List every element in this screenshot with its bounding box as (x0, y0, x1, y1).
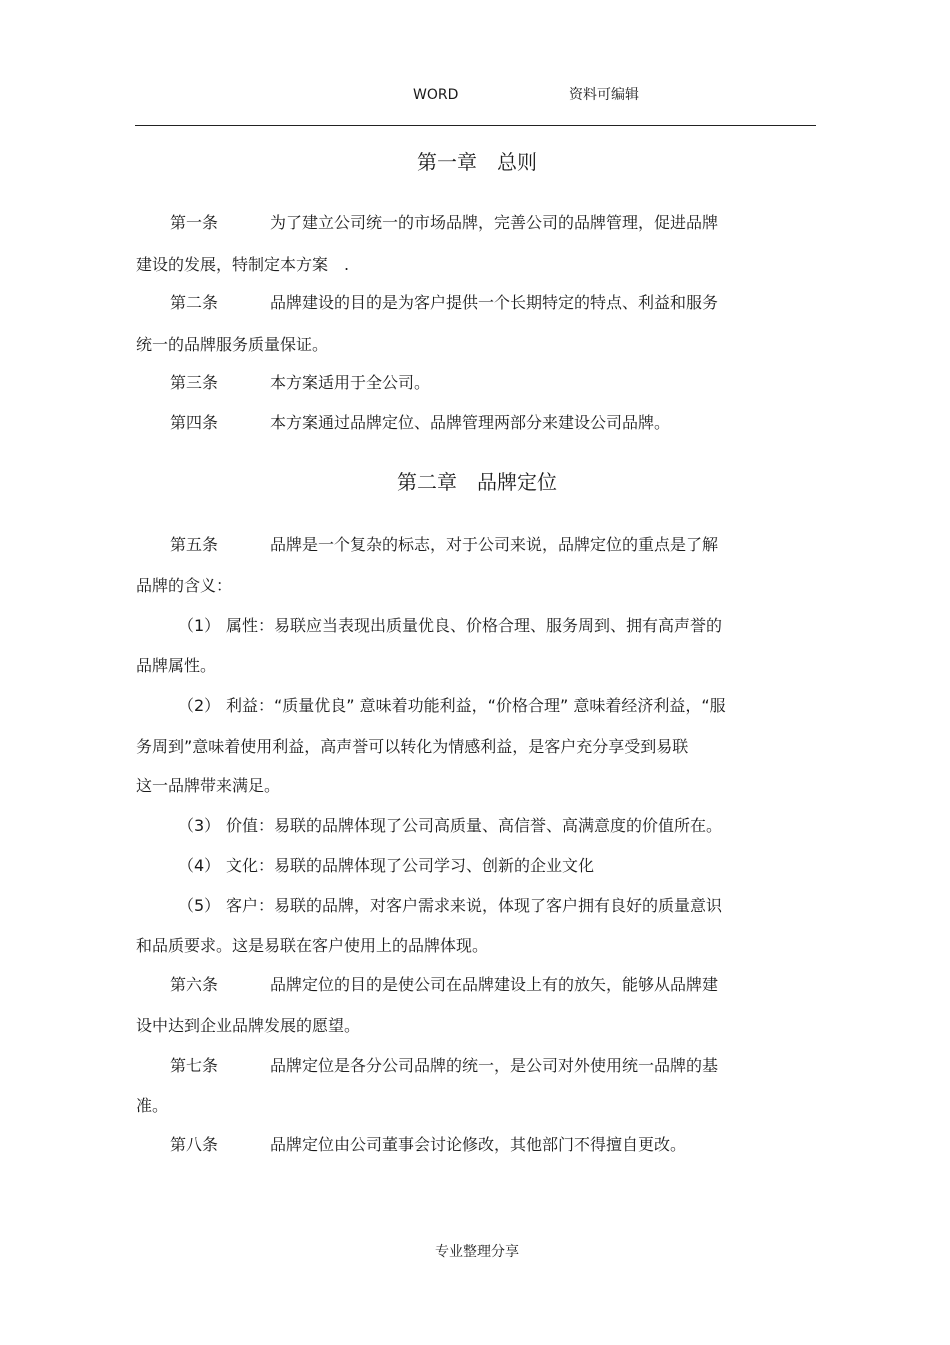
item-2-number: （2） (178, 696, 221, 715)
page-footer: 专业整理分享 (435, 1244, 519, 1260)
article-5-label: 第五条 (170, 535, 219, 554)
article-7-text-line1: 品牌定位是各分公司品牌的统一，是公司对外使用统一品牌的基 (270, 1056, 719, 1075)
header-editable-label: 资料可编辑 (569, 87, 639, 103)
article-1-label: 第一条 (170, 213, 219, 232)
article-3-text-line1: 本方案适用于全公司。 (270, 373, 431, 392)
article-1-text-line2: 建设的发展，特制定本方案 . (136, 255, 350, 274)
item-2-text-line2: 务周到”意味着使用利益，高声誉可以转化为情感利益，是客户充分享受到易联 (136, 737, 689, 756)
article-4-text-line1: 本方案通过品牌定位、品牌管理两部分来建设公司品牌。 (270, 413, 671, 432)
article-6-label: 第六条 (170, 975, 219, 994)
article-8-label: 第八条 (170, 1135, 219, 1154)
article-2-label: 第二条 (170, 293, 219, 312)
article-2-text-line1: 品牌建设的目的是为客户提供一个长期特定的特点、利益和服务 (270, 293, 719, 312)
item-1-text-line2: 品牌属性。 (136, 656, 217, 675)
item-5-number: （5） (178, 896, 221, 915)
item-5-text-line1: 客户：易联的品牌，对客户需求来说，体现了客户拥有良好的质量意识 (226, 896, 723, 915)
header-word-label: WORD (413, 87, 459, 103)
item-1-number: （1） (178, 616, 221, 635)
chapter-2-title: 第二章 品牌定位 (397, 470, 557, 494)
article-5-text-line2: 品牌的含义： (136, 576, 233, 595)
article-4-label: 第四条 (170, 413, 219, 432)
article-3-label: 第三条 (170, 373, 219, 392)
chapter-1-title: 第一章 总则 (417, 150, 537, 174)
article-8-text-line1: 品牌定位由公司董事会讨论修改，其他部门不得擅自更改。 (270, 1135, 687, 1154)
article-1-text-line1: 为了建立公司统一的市场品牌，完善公司的品牌管理，促进品牌 (270, 213, 719, 232)
item-1-text-line1: 属性：易联应当表现出质量优良、价格合理、服务周到、拥有高声誉的 (226, 616, 723, 635)
article-5-text-line1: 品牌是一个复杂的标志，对于公司来说，品牌定位的重点是了解 (270, 535, 719, 554)
item-5-text-line2: 和品质要求。这是易联在客户使用上的品牌体现。 (136, 936, 489, 955)
article-2-text-line2: 统一的品牌服务质量保证。 (136, 335, 329, 354)
article-7-text-line2: 准。 (136, 1096, 169, 1115)
header-divider (135, 125, 816, 126)
item-3-text-line1: 价值：易联的品牌体现了公司高质量、高信誉、高满意度的价值所在。 (226, 816, 723, 835)
item-4-number: （4） (178, 856, 221, 875)
item-2-text-line3: 这一品牌带来满足。 (136, 776, 281, 795)
article-6-text-line2: 设中达到企业品牌发展的愿望。 (136, 1016, 361, 1035)
article-7-label: 第七条 (170, 1056, 219, 1075)
item-3-number: （3） (178, 816, 221, 835)
article-6-text-line1: 品牌定位的目的是使公司在品牌建设上有的放矢，能够从品牌建 (270, 975, 719, 994)
item-2-text-line1: 利益：“质量优良” 意味着功能利益，“价格合理” 意味着经济利益，“服 (226, 696, 726, 715)
item-4-text-line1: 文化：易联的品牌体现了公司学习、创新的企业文化 (226, 856, 595, 875)
